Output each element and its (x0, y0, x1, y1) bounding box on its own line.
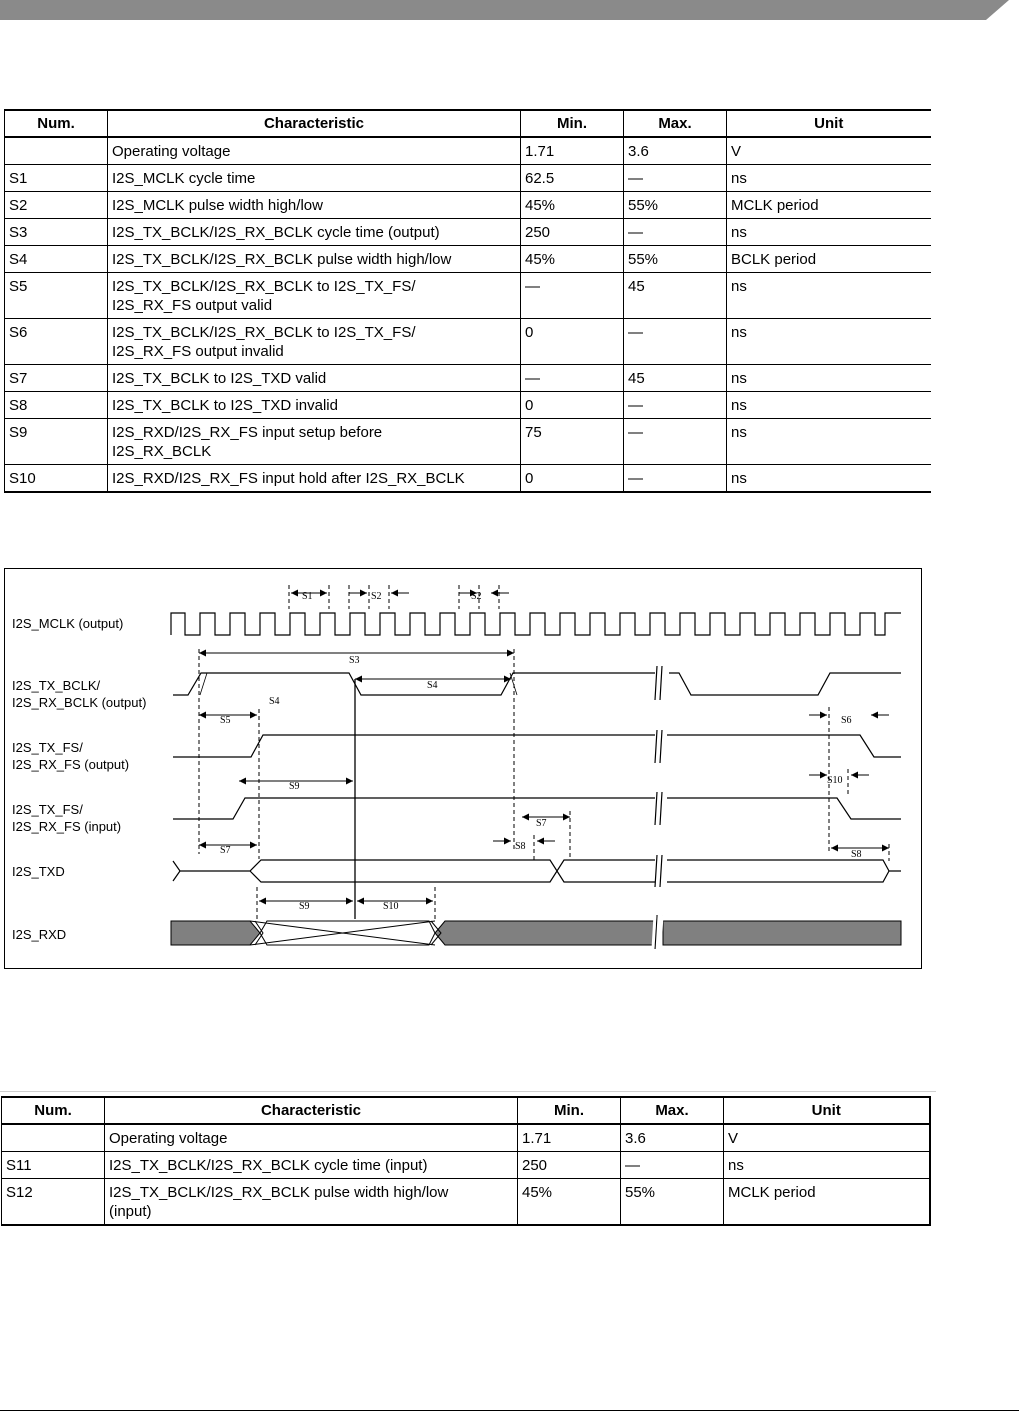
cell-unit: ns (727, 365, 931, 392)
timing-label-s7b: S7 (536, 818, 547, 829)
signal-label-fs-out-line2: I2S_RX_FS (output) (12, 757, 130, 772)
cell-unit: ns (727, 319, 931, 365)
cell-unit: V (724, 1124, 930, 1152)
cell-max: — (624, 319, 727, 365)
cell-min: 1.71 (521, 137, 624, 165)
timing-label-s10a: S10 (827, 775, 843, 786)
section-divider (0, 1091, 936, 1092)
signal-label-fs-out-line1: I2S_TX_FS/ (12, 740, 83, 755)
table-row (5, 465, 931, 493)
table-row (2, 1124, 930, 1152)
cell-num: S5 (5, 273, 108, 319)
col-header-min: Min. (521, 110, 624, 137)
table-row (2, 1179, 930, 1226)
cell-min: 250 (521, 219, 624, 246)
signal-label-fs-in-line2: I2S_RX_FS (input) (12, 819, 122, 834)
cell-unit: ns (727, 392, 931, 419)
cell-characteristic: I2S_MCLK pulse width high/low (108, 192, 521, 219)
cell-num: S8 (5, 392, 108, 419)
cell-unit: ns (727, 465, 931, 493)
col-header-max: Max. (624, 110, 727, 137)
cell-characteristic (108, 273, 521, 319)
characteristic-line-1: I2S_TX_BCLK/I2S_RX_BCLK to I2S_TX_FS/ (112, 278, 416, 295)
cell-min: 45% (521, 192, 624, 219)
cell-min: — (521, 365, 624, 392)
cell-characteristic (105, 1179, 518, 1226)
table-row (5, 137, 931, 165)
table-row (5, 192, 931, 219)
mclk-waveform (171, 613, 901, 635)
cell-characteristic: I2S_TX_BCLK/I2S_RX_BCLK cycle time (output) (108, 219, 521, 246)
timing-label-s1: S1 (302, 591, 313, 602)
cell-num: S12 (2, 1179, 105, 1226)
col-header-characteristic: Characteristic (105, 1097, 518, 1124)
col-header-max: Max. (621, 1097, 724, 1124)
characteristic-line-2: (input) (109, 1203, 152, 1220)
col-header-min: Min. (518, 1097, 621, 1124)
table-header-row (5, 110, 931, 137)
col-header-unit: Unit (724, 1097, 930, 1124)
cell-characteristic (108, 419, 521, 465)
cell-num (2, 1124, 105, 1152)
cell-unit: ns (727, 273, 931, 319)
timing-label-s5: S5 (220, 715, 231, 726)
table-row (5, 419, 931, 465)
cell-num: S7 (5, 365, 108, 392)
table-header-row (2, 1097, 930, 1124)
signal-label-bclk-line1: I2S_TX_BCLK/ (12, 678, 101, 693)
cell-num: S2 (5, 192, 108, 219)
signal-label-bclk-line2: I2S_RX_BCLK (output) (12, 695, 147, 710)
cell-max: 55% (624, 246, 727, 273)
cell-characteristic: Operating voltage (108, 137, 521, 165)
cell-unit: MCLK period (724, 1179, 930, 1226)
cell-characteristic: Operating voltage (105, 1124, 518, 1152)
timing-label-s8a: S8 (515, 841, 526, 852)
cell-num: S1 (5, 165, 108, 192)
cell-min: 0 (521, 319, 624, 365)
timing-label-s4a: S4 (269, 696, 280, 707)
timing-label-s4b: S4 (427, 680, 438, 691)
cell-num: S10 (5, 465, 108, 493)
cell-min: 1.71 (518, 1124, 621, 1152)
timing-label-s2b: S2 (471, 591, 482, 602)
timing-label-s3: S3 (349, 655, 360, 666)
txd-waveform (173, 860, 901, 882)
col-header-num: Num. (5, 110, 108, 137)
signal-label-txd: I2S_TXD (12, 864, 65, 879)
cell-num: S11 (2, 1152, 105, 1179)
table-row (5, 365, 931, 392)
characteristic-line-1: I2S_TX_BCLK/I2S_RX_BCLK pulse width high/low (109, 1184, 449, 1201)
cell-min: 45% (521, 246, 624, 273)
table-row (5, 273, 931, 319)
timing-waveforms (5, 569, 921, 968)
cell-unit: ns (724, 1152, 930, 1179)
cell-max: 45 (624, 273, 727, 319)
col-header-unit: Unit (727, 110, 931, 137)
cell-max: 45 (624, 365, 727, 392)
cell-num: S4 (5, 246, 108, 273)
cell-max: — (624, 465, 727, 493)
cell-min: 45% (518, 1179, 621, 1226)
timing-label-s6: S6 (841, 715, 852, 726)
cell-num (5, 137, 108, 165)
cell-characteristic: I2S_TX_BCLK/I2S_RX_BCLK cycle time (input) (105, 1152, 518, 1179)
signal-label-mclk: I2S_MCLK (output) (12, 616, 124, 631)
cell-characteristic: I2S_RXD/I2S_RX_FS input hold after I2S_RX_BCLK (108, 465, 521, 493)
timing-diagram (4, 568, 922, 969)
cell-unit: ns (727, 419, 931, 465)
timing-label-s10b: S10 (383, 901, 399, 912)
table-row (5, 319, 931, 365)
table-row (2, 1152, 930, 1179)
cell-num: S9 (5, 419, 108, 465)
characteristic-line-2: I2S_RX_FS output invalid (112, 343, 284, 360)
cell-num: S3 (5, 219, 108, 246)
characteristic-line-2: I2S_RX_BCLK (112, 443, 212, 460)
cell-max: — (624, 219, 727, 246)
timing-label-s2a: S2 (371, 591, 382, 602)
timing-table-output (4, 109, 931, 493)
signal-label-rxd: I2S_RXD (12, 927, 67, 942)
cell-characteristic (108, 319, 521, 365)
cell-max: 55% (621, 1179, 724, 1226)
cell-unit: ns (727, 219, 931, 246)
table-row (5, 246, 931, 273)
cell-unit: ns (727, 165, 931, 192)
characteristic-line-1: I2S_RXD/I2S_RX_FS input setup before (112, 424, 383, 441)
cell-max: 3.6 (624, 137, 727, 165)
timing-label-s9b: S9 (299, 901, 310, 912)
cell-characteristic: I2S_TX_BCLK to I2S_TXD invalid (108, 392, 521, 419)
cell-unit: BCLK period (727, 246, 931, 273)
fs-output-waveform (173, 735, 901, 757)
page-header-bar (0, 0, 1019, 22)
characteristic-line-2: I2S_RX_FS output valid (112, 297, 273, 314)
cell-characteristic: I2S_TX_BCLK/I2S_RX_BCLK pulse width high/low (108, 246, 521, 273)
cell-min: 250 (518, 1152, 621, 1179)
table-row (5, 392, 931, 419)
cell-min: — (521, 273, 624, 319)
cell-max: — (621, 1152, 724, 1179)
timing-label-s7a: S7 (220, 845, 231, 856)
cell-min: 75 (521, 419, 624, 465)
cell-characteristic: I2S_TX_BCLK to I2S_TXD valid (108, 365, 521, 392)
timing-label-s8b: S8 (851, 849, 862, 860)
table-row (5, 219, 931, 246)
signal-label-fs-in-line1: I2S_TX_FS/ (12, 802, 83, 817)
cell-max: — (624, 165, 727, 192)
footer-rule (0, 1410, 1019, 1411)
cell-min: 0 (521, 392, 624, 419)
characteristic-line-1: I2S_TX_BCLK/I2S_RX_BCLK to I2S_TX_FS/ (112, 324, 416, 341)
cell-max: 3.6 (621, 1124, 724, 1152)
cell-min: 0 (521, 465, 624, 493)
cell-characteristic: I2S_MCLK cycle time (108, 165, 521, 192)
cell-num: S6 (5, 319, 108, 365)
bclk-waveform (173, 673, 901, 695)
fs-input-waveform (173, 798, 901, 819)
col-header-num: Num. (2, 1097, 105, 1124)
cell-unit: V (727, 137, 931, 165)
cell-unit: MCLK period (727, 192, 931, 219)
table-row (5, 165, 931, 192)
col-header-characteristic: Characteristic (108, 110, 521, 137)
cell-max: — (624, 392, 727, 419)
timing-table-input (1, 1096, 931, 1226)
cell-max: — (624, 419, 727, 465)
timing-label-s9a: S9 (289, 781, 300, 792)
cell-min: 62.5 (521, 165, 624, 192)
cell-max: 55% (624, 192, 727, 219)
